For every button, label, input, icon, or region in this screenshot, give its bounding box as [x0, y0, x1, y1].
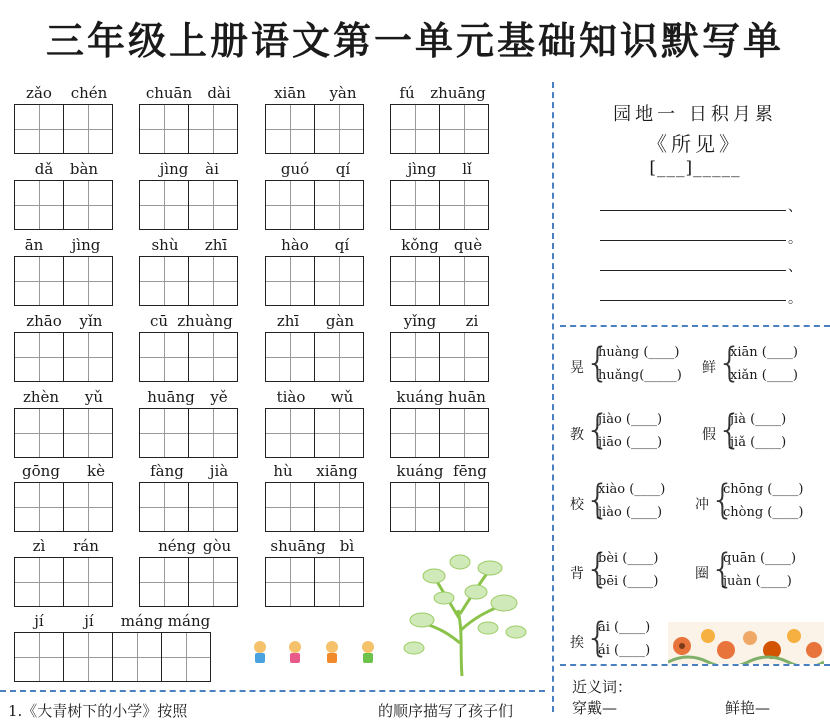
writing-cell[interactable] — [63, 557, 113, 607]
poem-title: 《所见》 — [647, 132, 743, 156]
pinyin-syllable: zhèn — [22, 388, 60, 406]
pinyin-syllable: yǐn — [79, 312, 103, 330]
pinyin-syllable: dài — [207, 84, 231, 102]
polyphone-reading[interactable]: chòng (____) — [723, 505, 804, 520]
polyphone-char: 挨 — [570, 635, 584, 651]
pinyin-syllable: kè — [87, 462, 105, 480]
writing-cell[interactable] — [390, 482, 440, 532]
writing-cell[interactable] — [314, 557, 364, 607]
pinyin-group — [265, 160, 365, 232]
polyphone-reading[interactable]: ái (____) — [598, 643, 651, 658]
pinyin-group — [390, 388, 490, 460]
writing-cell[interactable] — [14, 104, 64, 154]
pinyin-syllable: zi — [465, 312, 479, 330]
pinyin-group — [139, 160, 239, 232]
pinyin-syllable: jìng — [407, 160, 437, 178]
pinyin-syllable: zhāo — [26, 312, 62, 330]
pinyin-group — [265, 388, 365, 460]
pinyin-syllable: ān — [24, 236, 44, 254]
writing-cell[interactable] — [63, 632, 113, 682]
pinyin-group — [139, 537, 239, 609]
pinyin-syllable: kǒng — [401, 236, 439, 254]
pinyin-syllable: guó — [280, 160, 310, 178]
section-divider-1 — [560, 325, 830, 327]
writing-cell[interactable] — [139, 408, 189, 458]
polyphone-reading[interactable]: quān (____) — [723, 551, 797, 566]
pinyin-syllable: wǔ — [330, 388, 354, 406]
pinyin-syllable: jí — [84, 612, 94, 630]
writing-cell[interactable] — [390, 180, 440, 230]
question-text-right: 的顺序描写了孩子们 — [378, 702, 514, 720]
pinyin-syllable: jià — [209, 462, 229, 480]
polyphone-char: 教 — [570, 427, 584, 443]
pinyin-syllable: chén — [70, 84, 108, 102]
polyphone-reading[interactable]: huǎng(_____) — [598, 368, 682, 383]
pinyin-group — [14, 462, 114, 534]
question-text-left: 1.《大青树下的小学》按照 — [8, 702, 188, 720]
pinyin-syllable: yàn — [329, 84, 357, 102]
pinyin-syllable: rán — [73, 537, 99, 555]
writing-cell[interactable] — [314, 482, 364, 532]
pinyin-syllable: máng — [167, 612, 211, 630]
pinyin-syllable: fēng — [453, 462, 487, 480]
pinyin-group — [265, 84, 365, 156]
writing-cell[interactable] — [14, 408, 64, 458]
pinyin-syllable: zì — [32, 537, 46, 555]
poem-author-blank[interactable]: [___]_____ — [649, 158, 741, 178]
polyphone-reading[interactable]: jiào (____) — [598, 412, 663, 427]
tree-illustration — [400, 548, 530, 678]
polyphone-reading[interactable]: xiān (____) — [730, 345, 798, 360]
writing-cell[interactable] — [265, 408, 315, 458]
poem-punct: 、 — [788, 259, 802, 275]
writing-cell[interactable] — [390, 332, 440, 382]
writing-cell[interactable] — [314, 408, 364, 458]
polyphone-reading[interactable]: xiǎn (____) — [730, 368, 798, 383]
pinyin-group — [265, 236, 365, 308]
pinyin-group — [14, 612, 214, 684]
pinyin-group — [139, 84, 239, 156]
writing-cell[interactable] — [439, 256, 489, 306]
pinyin-syllable: yě — [210, 388, 228, 406]
pinyin-syllable: jìng — [159, 160, 189, 178]
cartoon-kids-illustration — [248, 638, 388, 668]
pinyin-syllable: jí — [34, 612, 44, 630]
pinyin-syllable: lǐ — [462, 160, 472, 178]
flower-border-illustration — [668, 622, 824, 664]
writing-cell[interactable] — [188, 180, 238, 230]
writing-cell[interactable] — [139, 482, 189, 532]
column-divider — [552, 82, 554, 712]
writing-cell[interactable] — [439, 104, 489, 154]
writing-cell[interactable] — [63, 104, 113, 154]
pinyin-group — [14, 312, 114, 384]
poem-line-blank[interactable] — [600, 270, 786, 271]
pinyin-group — [390, 84, 490, 156]
polyphone-reading[interactable]: huàng (____) — [598, 345, 680, 360]
pinyin-syllable: ài — [205, 160, 219, 178]
pinyin-syllable: huān — [448, 388, 486, 406]
pinyin-syllable: cū — [149, 312, 169, 330]
writing-cell[interactable] — [265, 482, 315, 532]
polyphone-char: 假 — [702, 427, 716, 443]
polyphone-reading[interactable]: jiāo (____) — [598, 435, 663, 450]
writing-cell[interactable] — [188, 104, 238, 154]
synonym-item[interactable]: 鲜艳— — [725, 699, 771, 717]
pinyin-group — [139, 312, 239, 384]
pinyin-syllable: gàn — [325, 312, 355, 330]
writing-cell[interactable] — [139, 180, 189, 230]
pinyin-syllable: yǐng — [403, 312, 437, 330]
pinyin-group — [390, 236, 490, 308]
pinyin-syllable: qí — [334, 236, 350, 254]
writing-cell[interactable] — [63, 256, 113, 306]
polyphone-char: 冲 — [695, 497, 709, 513]
pinyin-syllable: bàn — [69, 160, 99, 178]
pinyin-syllable: xiān — [274, 84, 306, 102]
polyphone-reading[interactable]: bēi (____) — [598, 574, 659, 589]
writing-cell[interactable] — [139, 256, 189, 306]
pinyin-syllable: hào — [281, 236, 309, 254]
polyphone-char: 校 — [570, 497, 584, 513]
writing-cell[interactable] — [188, 557, 238, 607]
polyphone-char: 背 — [570, 566, 584, 582]
pinyin-syllable: bì — [339, 537, 355, 555]
writing-cell[interactable] — [112, 632, 162, 682]
writing-cell[interactable] — [63, 482, 113, 532]
polyphone-reading[interactable]: jiào (____) — [598, 505, 663, 520]
writing-cell[interactable] — [188, 408, 238, 458]
poem-punct: 。 — [788, 231, 802, 247]
polyphone-reading[interactable]: chōng (____) — [723, 482, 804, 497]
pinyin-group — [390, 312, 490, 384]
polyphone-reading[interactable]: juàn (____) — [723, 574, 792, 589]
pinyin-syllable: shuāng — [270, 537, 326, 555]
pinyin-group — [139, 462, 239, 534]
pinyin-group — [14, 236, 114, 308]
pinyin-group — [265, 537, 365, 609]
polyphone-reading[interactable]: jiǎ (____) — [730, 435, 787, 450]
writing-cell[interactable] — [188, 256, 238, 306]
writing-cell[interactable] — [14, 632, 64, 682]
writing-cell[interactable] — [314, 104, 364, 154]
writing-cell[interactable] — [314, 332, 364, 382]
pinyin-syllable: máng — [120, 612, 164, 630]
polyphone-char: 鲜 — [702, 360, 716, 376]
polyphone-char: 圈 — [695, 566, 709, 582]
poem-line-blank[interactable] — [600, 210, 786, 211]
writing-cell[interactable] — [314, 180, 364, 230]
section-divider-2 — [560, 664, 830, 666]
pinyin-syllable: dǎ — [34, 160, 54, 178]
pinyin-syllable: zhuàng — [177, 312, 233, 330]
pinyin-syllable: hù — [273, 462, 293, 480]
writing-cell[interactable] — [139, 104, 189, 154]
writing-cell[interactable] — [265, 332, 315, 382]
pinyin-syllable: fàng — [150, 462, 184, 480]
pinyin-syllable: yǔ — [84, 388, 104, 406]
writing-cell[interactable] — [63, 332, 113, 382]
polyphone-reading[interactable]: bèi (____) — [598, 551, 659, 566]
writing-cell[interactable] — [188, 332, 238, 382]
poem-punct: 、 — [788, 199, 802, 215]
writing-cell[interactable] — [63, 408, 113, 458]
pinyin-syllable: zhuāng — [430, 84, 486, 102]
writing-cell[interactable] — [188, 482, 238, 532]
pinyin-group — [14, 388, 114, 460]
writing-cell[interactable] — [390, 256, 440, 306]
writing-cell[interactable] — [63, 180, 113, 230]
writing-cell[interactable] — [265, 180, 315, 230]
writing-cell[interactable] — [14, 557, 64, 607]
poem-line-blank[interactable] — [600, 240, 786, 241]
writing-cell[interactable] — [314, 256, 364, 306]
pinyin-group — [265, 462, 365, 534]
pinyin-group — [139, 236, 239, 308]
pinyin-syllable: tiào — [276, 388, 306, 406]
pinyin-group — [265, 312, 365, 384]
pinyin-group — [14, 84, 114, 156]
page-title: 三年级上册语文第一单元基础知识默写单 — [45, 19, 784, 63]
poem-heading: 园地一 日积月累 — [613, 104, 777, 125]
writing-cell[interactable] — [14, 180, 64, 230]
polyphone-char: 晃 — [570, 360, 584, 376]
polyphone-reading[interactable]: āi (____) — [598, 620, 651, 635]
pinyin-syllable: kuáng — [396, 388, 444, 406]
pinyin-group — [14, 160, 114, 232]
pinyin-syllable: xiāng — [316, 462, 358, 480]
pinyin-syllable: què — [453, 236, 483, 254]
pinyin-syllable: chuān — [145, 84, 193, 102]
pinyin-group — [390, 160, 490, 232]
polyphone-reading[interactable]: jià (____) — [730, 412, 787, 427]
writing-cell[interactable] — [265, 256, 315, 306]
writing-cell[interactable] — [14, 256, 64, 306]
synonym-item[interactable]: 穿戴— — [572, 699, 618, 717]
writing-cell[interactable] — [390, 408, 440, 458]
writing-cell[interactable] — [139, 557, 189, 607]
pinyin-syllable: zǎo — [26, 84, 52, 102]
pinyin-syllable: shù — [151, 236, 179, 254]
writing-cell[interactable] — [265, 557, 315, 607]
pinyin-syllable: jìng — [71, 236, 101, 254]
poem-line-blank[interactable] — [600, 300, 786, 301]
pinyin-syllable: gòu — [202, 537, 232, 555]
writing-cell[interactable] — [161, 632, 211, 682]
writing-cell[interactable] — [390, 104, 440, 154]
pinyin-syllable: zhī — [276, 312, 300, 330]
polyphone-reading[interactable]: xiào (____) — [598, 482, 666, 497]
writing-cell[interactable] — [139, 332, 189, 382]
pinyin-syllable: fú — [399, 84, 415, 102]
section-divider-3 — [0, 690, 545, 692]
pinyin-syllable: kuáng — [396, 462, 444, 480]
writing-cell[interactable] — [439, 332, 489, 382]
poem-punct: 。 — [788, 291, 802, 307]
writing-cell[interactable] — [439, 408, 489, 458]
writing-cell[interactable] — [439, 482, 489, 532]
pinyin-group — [14, 537, 114, 609]
writing-cell[interactable] — [439, 180, 489, 230]
pinyin-group — [390, 462, 490, 534]
writing-cell[interactable] — [265, 104, 315, 154]
synonyms-label: 近义词： — [572, 678, 633, 696]
pinyin-group — [139, 388, 239, 460]
pinyin-syllable: qí — [335, 160, 351, 178]
pinyin-syllable: gōng — [22, 462, 60, 480]
pinyin-syllable: néng — [158, 537, 196, 555]
pinyin-syllable: zhī — [204, 236, 228, 254]
pinyin-syllable: huāng — [147, 388, 195, 406]
writing-cell[interactable] — [14, 332, 64, 382]
writing-cell[interactable] — [14, 482, 64, 532]
